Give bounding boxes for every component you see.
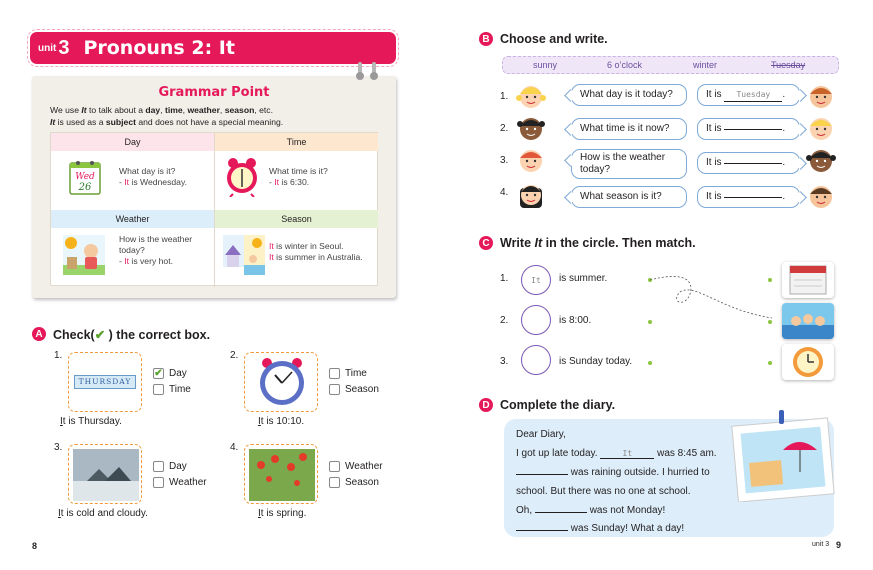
item-number: 4.	[230, 442, 239, 453]
unit-banner	[30, 32, 396, 64]
answer-circle[interactable]	[521, 305, 551, 335]
grammar-table	[50, 132, 378, 286]
row-number: 1.	[500, 273, 509, 284]
cloudy-landscape-picture	[68, 444, 142, 504]
row-number: 2.	[500, 123, 509, 134]
answer-bubble: It is .	[697, 118, 800, 140]
item-number: 1.	[54, 350, 63, 361]
row-number: 3.	[500, 356, 509, 367]
diary-line: I got up late today. It was 8:45 am.	[516, 448, 717, 459]
row-number: 4.	[500, 187, 509, 198]
match-dot[interactable]	[768, 320, 772, 324]
girl-black-hair-face-icon	[516, 180, 546, 208]
calendar-picture	[782, 262, 834, 298]
boy-face-icon	[806, 82, 836, 110]
time-example: What time is it? - It is 6:30.	[269, 166, 328, 187]
answer-caption: It is Thursday.	[60, 416, 122, 427]
girl-blonde-face-icon	[516, 82, 546, 110]
item-number: 3.	[54, 442, 63, 453]
diary-blank[interactable]	[516, 530, 568, 531]
word-bank	[502, 56, 839, 74]
answer-blank[interactable]	[724, 163, 782, 164]
word-option-used: Tuesday	[771, 60, 806, 70]
header-time: Time	[215, 133, 378, 151]
answer-bubble: It is .	[697, 186, 800, 208]
boy-face-icon	[806, 182, 836, 210]
page-number-right: 9	[836, 540, 842, 550]
answer-caption: It is cold and cloudy.	[58, 508, 148, 519]
section-a-title: Check(✔ ) the correct box.	[53, 328, 211, 342]
toy-clock-picture	[782, 344, 834, 380]
match-dot[interactable]	[768, 278, 772, 282]
option-weather[interactable]: Weather	[329, 458, 383, 474]
pin-icon	[372, 62, 376, 76]
grammar-explanation: We use It to talk about a day, time, weather, season, etc. It is used as a subject and does not have a special meaning.	[50, 105, 284, 127]
section-b-title: Choose and write.	[500, 32, 608, 46]
diary-line: Oh, was not Monday!	[516, 505, 666, 516]
answer-blank[interactable]	[724, 129, 782, 130]
svg-text:Wed: Wed	[75, 172, 95, 182]
sentence-text: is Sunday today.	[559, 356, 633, 367]
row-number: 1.	[500, 91, 509, 102]
thursday-blocks-picture: THURSDAY	[68, 352, 142, 412]
option-day[interactable]: Day	[153, 458, 207, 474]
answer-bubble: It is .	[697, 152, 800, 174]
page-title: Pronouns 2: It	[83, 37, 235, 59]
option-season[interactable]: Season	[329, 381, 379, 397]
checkbox-checked[interactable]: ✔	[154, 367, 163, 379]
girl-dark-hair-face-icon	[516, 114, 546, 142]
unit-prefix: unit	[38, 42, 57, 54]
checkbox[interactable]	[153, 461, 164, 472]
unit-footer: unit 3	[812, 541, 830, 548]
answer-circle[interactable]: It	[521, 265, 551, 295]
section-c-title: Write It in the circle. Then match.	[500, 236, 696, 250]
word-option: sunny	[533, 60, 558, 70]
section-d-badge: D	[479, 398, 493, 412]
question-bubble: What time is it now?	[571, 118, 687, 140]
checkbox[interactable]	[329, 384, 340, 395]
question-bubble: What day is it today?	[571, 84, 687, 106]
beach-picture	[782, 303, 834, 339]
girl-dark-hair-face-icon	[806, 146, 836, 174]
section-b-badge: B	[479, 32, 493, 46]
pin-icon	[358, 62, 362, 76]
checkbox[interactable]	[329, 461, 340, 472]
row-number: 3.	[500, 155, 509, 166]
diary-line: was Sunday! What a day!	[516, 523, 684, 534]
diary-blank[interactable]	[516, 474, 568, 475]
school-umbrella-picture	[727, 410, 839, 502]
sentence-text: is 8:00.	[559, 315, 592, 326]
checkbox[interactable]	[329, 368, 340, 379]
question-bubble: How is the weather today?	[571, 149, 687, 179]
answer-blank[interactable]: Tuesday	[724, 89, 782, 102]
page-number-left: 8	[32, 541, 38, 551]
grammar-title: Grammar Point	[158, 85, 270, 100]
row-number: 2.	[500, 315, 509, 326]
diary-line: Dear Diary,	[516, 429, 566, 440]
question-bubble: What season is it?	[571, 186, 687, 208]
seasons-picture	[223, 235, 265, 275]
checkbox[interactable]	[329, 477, 340, 488]
checkbox-group	[153, 458, 207, 490]
option-season[interactable]: Season	[329, 474, 383, 490]
checkbox-group	[329, 365, 379, 397]
svg-text:26: 26	[78, 182, 92, 193]
weather-example: How is the weather today? - It is very hot.	[119, 234, 193, 266]
option-time[interactable]: Time	[153, 381, 191, 397]
clock-picture	[244, 352, 318, 412]
word-option: 6 o’clock	[607, 60, 643, 70]
checkbox[interactable]	[153, 477, 164, 488]
unit-number: 3	[58, 36, 70, 59]
checkbox-group	[329, 458, 383, 490]
calendar-icon	[69, 159, 101, 195]
sentence-text: is summer.	[559, 273, 608, 284]
diary-blank[interactable]	[535, 512, 587, 513]
girl-blonde-face-icon	[806, 114, 836, 142]
spring-flowers-picture	[244, 444, 318, 504]
grammar-point-panel	[32, 76, 396, 298]
option-time[interactable]: Time	[329, 365, 379, 381]
answer-bubble: It is Tuesday .	[697, 84, 800, 106]
match-dot[interactable]	[768, 361, 772, 365]
option-day[interactable]: ✔ Day	[154, 367, 187, 379]
header-season: Season	[215, 210, 378, 228]
answer-blank[interactable]	[724, 197, 782, 198]
item-number: 2.	[230, 350, 239, 361]
match-dot[interactable]	[648, 361, 652, 365]
checkbox-group	[153, 365, 191, 397]
answer-caption: It is 10:10.	[258, 416, 305, 427]
answer-caption: It is spring.	[258, 508, 307, 519]
hot-weather-picture	[63, 235, 105, 275]
diary-line: school. But there was no one at school.	[516, 486, 691, 497]
word-option: winter	[693, 60, 718, 70]
section-c-badge: C	[479, 236, 493, 250]
answer-circle[interactable]	[521, 345, 551, 375]
checkbox[interactable]	[153, 384, 164, 395]
alarm-clock-icon	[225, 157, 259, 197]
header-weather: Weather	[51, 210, 214, 228]
diary-blank[interactable]: It	[600, 449, 654, 459]
match-line	[650, 272, 775, 327]
option-weather[interactable]: Weather	[153, 474, 207, 490]
day-example: What day is it? - It is Wednesday.	[119, 166, 187, 187]
diary-line: was raining outside. I hurried to	[516, 467, 710, 478]
section-a-badge: A	[32, 327, 46, 341]
girl-red-hair-face-icon	[516, 146, 546, 174]
section-d-title: Complete the diary.	[500, 398, 616, 412]
season-example: It is winter in Seoul. It is summer in Australia.	[269, 241, 363, 262]
header-day: Day	[51, 133, 214, 151]
